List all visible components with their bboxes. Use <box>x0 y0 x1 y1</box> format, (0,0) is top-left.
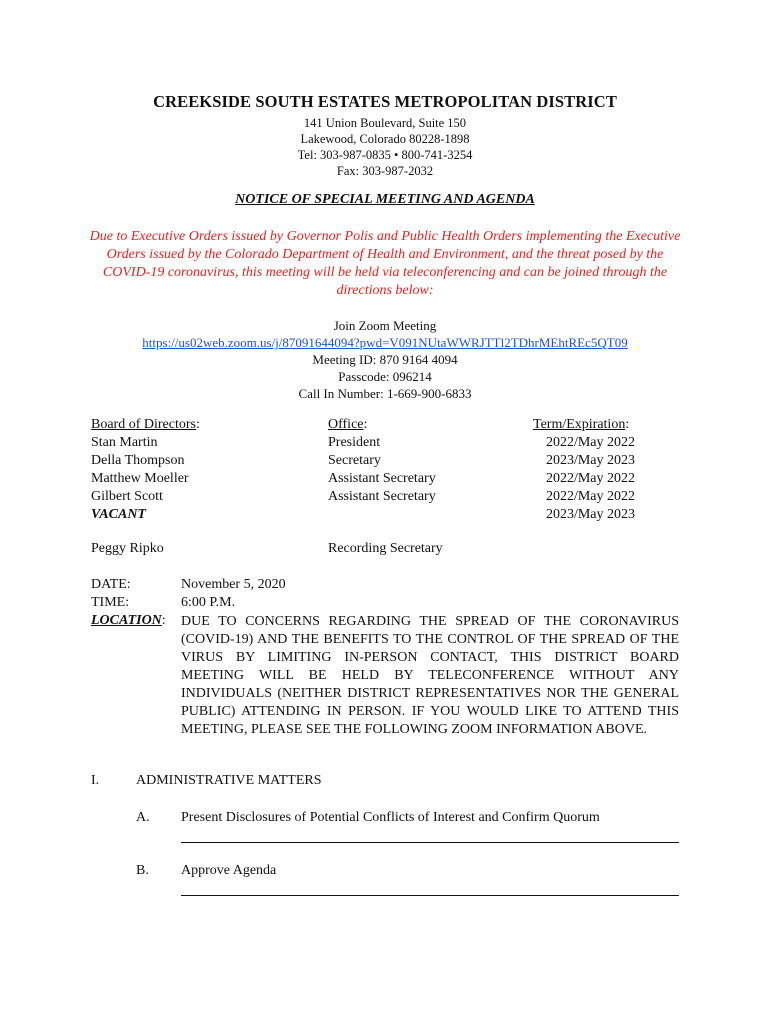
office-header: Office <box>328 417 364 432</box>
director-office: Assistant Secretary <box>328 471 436 486</box>
director-name: Stan Martin <box>91 435 158 450</box>
location-label-wrap: LOCATION: <box>91 613 166 628</box>
zoom-info <box>0 317 770 402</box>
covid-notice: Due to Executive Orders issued by Governor Polis and Public Health Orders implementing the Executive Orders issued by the Colorado Department of Health and Environment, and the threat posed by the COVID-19 coronavirus, this meeting will be held via teleconferencing and can be joined through the directions below: <box>89 229 681 298</box>
agenda-item-letter: A. <box>136 810 150 825</box>
agenda-item-text: Present Disclosures of Potential Conflicts of Interest and Confirm Quorum <box>181 810 600 825</box>
director-office: President <box>328 435 381 450</box>
director-term: 2023/May 2023 <box>545 507 635 522</box>
director-name: Matthew Moeller <box>91 471 189 486</box>
time-value: 6:00 P.M. <box>181 595 236 610</box>
director-term: 2022/May 2022 <box>545 471 635 486</box>
address-line-1: 141 Union Boulevard, Suite 150 <box>303 116 467 130</box>
director-name: Della Thompson <box>91 453 185 468</box>
location-text: DUE TO CONCERNS REGARDING THE SPREAD OF THE CORONAVIRUS (COVID-19) AND THE BENEFITS TO THE CONTROL OF THE SPREAD OF THE VIRUS BY LIMITING IN-PERSON CONTACT, THIS DISTRICT BOARD MEETING WILL BE HELD BY TELECONFERENCE WITHOUT ANY INDIVIDUALS (NEITHER DISTRICT REPRESENTATIVES NOR THE GENERAL PUBLIC) ATTENDING IN PERSON. IF YOU WOULD LIKE TO ATTEND THIS MEETING, PLEASE SEE THE FOLLOWING ZOOM INFORMATION ABOVE. <box>181 614 679 737</box>
recording-secretary-office: Recording Secretary <box>328 541 443 556</box>
term-header: Term/Expiration <box>533 417 626 432</box>
section-title: ADMINISTRATIVE MATTERS <box>136 773 322 788</box>
time-label: TIME: <box>91 595 130 610</box>
notice-title: NOTICE OF SPECIAL MEETING AND AGENDA <box>235 192 535 207</box>
recording-secretary-name: Peggy Ripko <box>91 541 164 556</box>
zoom-call-in: Call In Number: 1-669-900-6833 <box>298 386 472 401</box>
signature-line <box>181 842 679 843</box>
director-term: 2022/May 2022 <box>545 435 635 450</box>
zoom-meeting-id: Meeting ID: 870 9164 4094 <box>312 352 458 367</box>
term-column: Term/Expiration: 2022/May 2022 2023/May 2023 2022/May 2022 2022/May 2022 2023/May 2023 <box>533 417 635 522</box>
zoom-meeting-link[interactable]: https://us02web.zoom.us/j/87091644094?pwd=V091NUtaWWRJTTl2TDhrMEhtREc5QT09 <box>142 335 628 350</box>
district-title: CREEKSIDE SOUTH ESTATES METROPOLITAN DISTRICT <box>153 92 617 111</box>
date-label: DATE: <box>91 577 131 592</box>
location-label: LOCATION <box>91 613 162 628</box>
agenda-item-letter: B. <box>136 863 149 878</box>
director-term: 2022/May 2022 <box>545 489 635 504</box>
address-line-2: Lakewood, Colorado 80228-1898 <box>300 132 470 146</box>
director-office: Secretary <box>328 453 381 468</box>
directors-column: Board of Directors: Stan Martin Della Thompson Matthew Moeller Gilbert Scott VACANT <box>91 417 200 522</box>
office-column: Office: President Secretary Assistant Secretary Assistant Secretary <box>328 417 436 504</box>
directors-header: Board of Directors <box>91 417 196 432</box>
telephone-line: Tel: 303-987-0835 • 800-741-3254 <box>297 148 473 162</box>
district-address <box>0 115 770 179</box>
section-number: I. <box>91 773 100 788</box>
director-term: 2023/May 2023 <box>545 453 635 468</box>
zoom-heading: Join Zoom Meeting <box>333 318 437 333</box>
fax-line: Fax: 303-987-2032 <box>336 164 434 178</box>
director-office: Assistant Secretary <box>328 489 436 504</box>
date-value: November 5, 2020 <box>181 577 286 592</box>
signature-line <box>181 895 679 896</box>
director-name: Gilbert Scott <box>91 489 163 504</box>
agenda-item-text: Approve Agenda <box>181 863 277 878</box>
director-vacant: VACANT <box>91 507 146 522</box>
zoom-passcode: Passcode: 096214 <box>338 369 432 384</box>
